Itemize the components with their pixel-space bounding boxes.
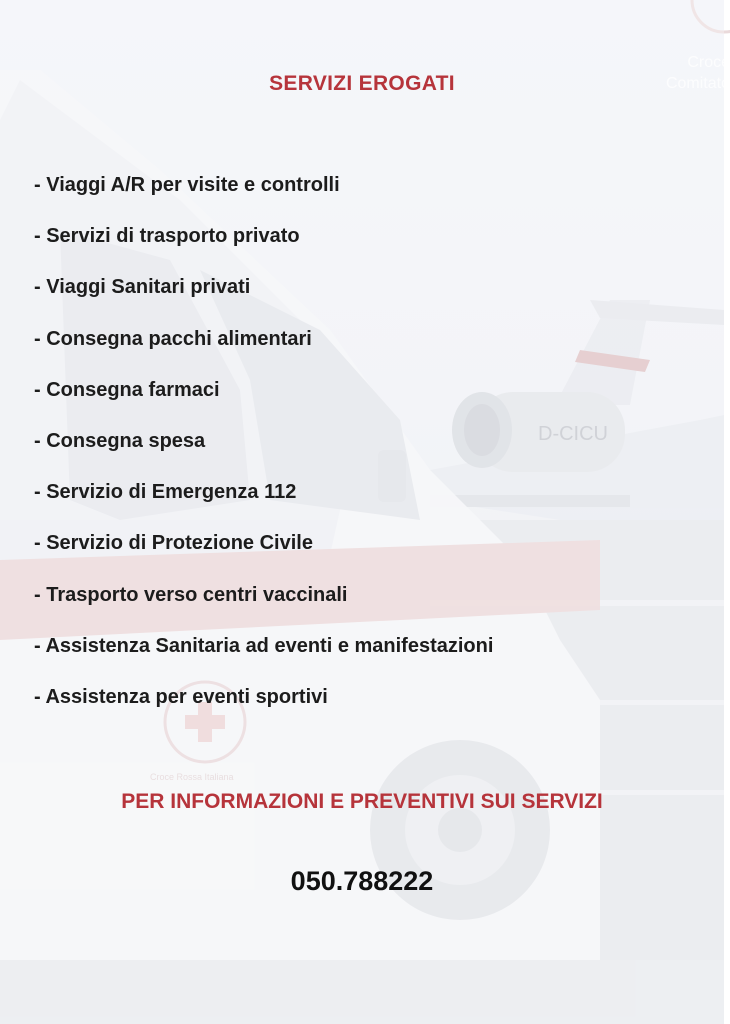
list-item: - Servizi di trasporto privato xyxy=(34,225,300,248)
list-item: - Servizio di Emergenza 112 xyxy=(34,481,297,504)
info-heading: PER INFORMAZIONI E PREVENTIVI SUI SERVIZI xyxy=(121,790,603,813)
list-item: - Consegna spesa xyxy=(34,429,206,452)
list-item: - Trasporto verso centri vaccinali xyxy=(34,583,348,606)
list-item: - Consegna pacchi alimentari xyxy=(34,327,312,350)
aircraft-registration: D-CICU xyxy=(538,423,608,445)
list-item: - Assistenza per eventi sportivi xyxy=(34,685,328,708)
list-item: - Servizio di Protezione Civile xyxy=(34,532,313,555)
corner-text-line2: Comitato xyxy=(665,75,730,92)
list-item: - Consegna farmaci xyxy=(34,378,220,401)
phone-number: 050.788222 xyxy=(290,866,434,896)
page-title: SERVIZI EROGATI xyxy=(269,72,455,95)
list-item: - Viaggi Sanitari privati xyxy=(34,276,251,299)
services-list xyxy=(34,168,493,731)
emblem-caption: Croce Rossa Italiana xyxy=(150,772,234,782)
list-item: - Viaggi A/R per visite e controlli xyxy=(34,174,340,196)
list-item: - Assistenza Sanitaria ad eventi e manifestazioni xyxy=(34,634,494,657)
corner-text-line1: Croce xyxy=(687,54,730,71)
